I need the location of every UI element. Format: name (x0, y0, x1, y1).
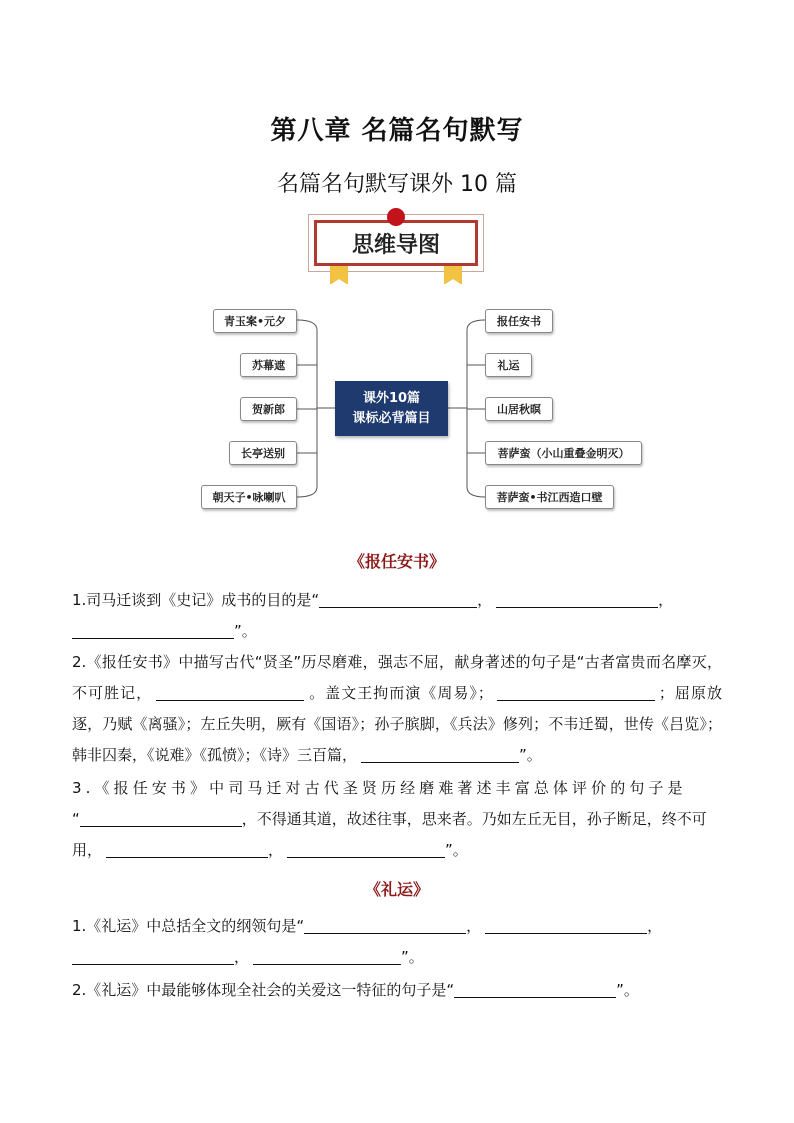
question-1-2 (72, 647, 722, 771)
answer-blank[interactable] (72, 621, 234, 639)
mindmap-node-liyun: 礼运 (485, 353, 532, 377)
answer-blank[interactable] (485, 916, 647, 934)
q1-1-text-c: ， (658, 591, 674, 609)
center-line-1: 课外10篇 (362, 390, 421, 406)
question-1-3 (72, 773, 722, 866)
mindmap-node-pusaman2: 菩萨蛮•书江西造口壁 (485, 485, 614, 509)
q1-2-text-c: ；屈原放逐，乃赋《离骚》；左丘失明，厥有《国语》；孙子膑脚，《兵法》修列；不韦迁蜀，世传《吕览》；韩非囚秦，《说难》《孤愤》；《诗》三百篇， (72, 684, 722, 764)
mindmap-node-qingyuan: 青玉案•元夕 (213, 309, 297, 333)
mindmap-badge (308, 208, 484, 286)
section-title-liyun: 《礼运》 (364, 880, 429, 899)
q1-2-text-b: 。盖文王拘而演《周易》； (308, 684, 493, 702)
ribbon-left-icon (330, 266, 348, 284)
question-2-2 (72, 975, 722, 1006)
mindmap-center-node (335, 381, 448, 436)
ribbon-right-icon (444, 266, 462, 284)
mindmap-node-sumuzhe: 苏幕遮 (240, 353, 297, 377)
q1-3-text-c: ，不得通其道，故述往事，思来者。乃如左丘无目，孙子断足，终不可用， (72, 810, 707, 859)
q2-1-text-e: ”。 (401, 948, 424, 966)
mindmap-node-changting: 长亭送别 (229, 441, 297, 465)
mindmap-node-shanju: 山居秋暝 (485, 397, 553, 421)
q1-3-text-a: 3.《报任安书》中司马迁对古代圣贤历经磨难著述丰富总体评价的句子是 (72, 779, 687, 797)
answer-blank[interactable] (253, 947, 401, 965)
answer-blank[interactable] (454, 980, 616, 998)
q2-1-text-d: ， (234, 948, 250, 966)
question-1-1 (72, 585, 722, 647)
q1-2-text-a: 2.《报任安书》中描写古代“贤圣”历尽磨难，强志不屈，献身著述的句子是“古者富贵而名摩灭，不可胜记， (72, 653, 722, 702)
q1-2-text-d: ”。 (519, 746, 542, 764)
chapter-title: 第八章 名篇名句默写 (270, 116, 524, 146)
answer-blank[interactable] (72, 947, 234, 965)
q2-2-text-a: 2.《礼运》中最能够体现全社会的关爱这一特征的句子是“ (72, 981, 455, 999)
mindmap-node-pusaman1: 菩萨蛮（小山重叠金明灭） (485, 441, 642, 465)
q2-1-text-a: 1.《礼运》中总括全文的纲领句是“ (72, 917, 305, 935)
section-title-baoren: 《报任安书》 (348, 552, 445, 571)
pin-dot-icon (387, 208, 405, 226)
q2-2-text-b: ”。 (616, 981, 639, 999)
answer-blank[interactable] (361, 745, 519, 763)
q1-3-text-b: “ (72, 810, 80, 828)
center-line-2: 课标必背篇目 (352, 410, 431, 426)
q1-1-text-b: ， (477, 591, 493, 609)
q2-1-text-b: ， (466, 917, 482, 935)
answer-blank[interactable] (304, 916, 466, 934)
badge-label: 思维导图 (314, 220, 478, 266)
answer-blank[interactable] (287, 840, 445, 858)
q1-3-text-e: ”。 (445, 841, 468, 859)
answer-blank[interactable] (497, 683, 655, 701)
mindmap-node-baoren: 报任安书 (485, 309, 553, 333)
answer-blank[interactable] (319, 590, 477, 608)
question-2-1 (72, 911, 722, 973)
q1-1-text-a: 1.司马迁谈到《史记》成书的目的是“ (72, 591, 320, 609)
answer-blank[interactable] (496, 590, 658, 608)
answer-blank[interactable] (80, 809, 242, 827)
q1-1-text-d: ”。 (234, 622, 257, 640)
chapter-subtitle: 名篇名句默写课外 10 篇 (277, 172, 517, 197)
mindmap-node-hexinlang: 贺新郎 (240, 397, 297, 421)
mindmap-node-chaotianzi: 朝天子•咏喇叭 (201, 485, 297, 509)
q2-1-text-c: ， (647, 917, 663, 935)
q1-3-text-d: ， (268, 841, 284, 859)
answer-blank[interactable] (156, 683, 304, 701)
answer-blank[interactable] (106, 840, 268, 858)
